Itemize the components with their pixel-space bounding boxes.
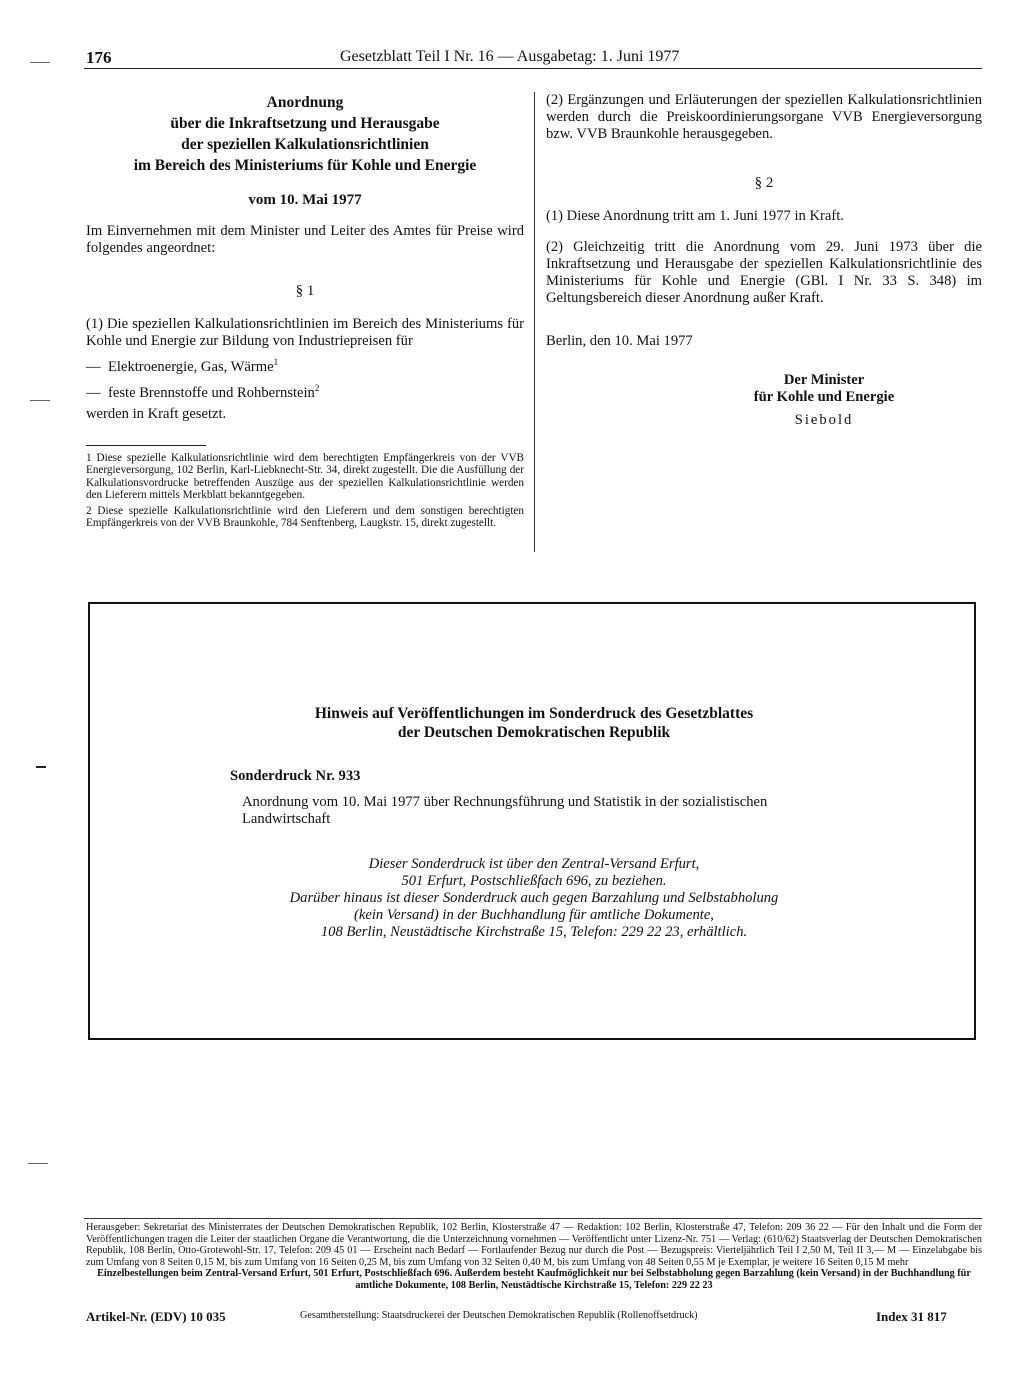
notice-title	[90, 704, 978, 742]
page-number: 176	[86, 48, 112, 67]
dash-bullet: —	[86, 358, 101, 375]
ordinance-title	[86, 92, 524, 176]
ordering-line: Darüber hinaus ist dieser Sonderdruck auch gegen Barzahlung und Selbstabholung	[289, 890, 779, 906]
notice-title-line: Hinweis auf Veröffentlichungen im Sonderdruck des Gesetzblattes	[314, 705, 754, 722]
ordering-line: 501 Erfurt, Postschließfach 696, zu beziehen.	[401, 873, 667, 889]
section-1-heading: § 1	[295, 283, 315, 299]
signature-block	[666, 372, 982, 406]
list-item-text: Elektroenergie, Gas, Wärme	[108, 358, 274, 375]
list-item	[86, 354, 524, 376]
sonderdruck-number: Sonderdruck Nr. 933	[230, 768, 361, 784]
margin-mark	[28, 1163, 48, 1164]
list-item	[86, 380, 524, 402]
ordering-line: 108 Berlin, Neustädtische Kirchstraße 15, Telefon: 229 22 23, erhältlich.	[320, 924, 748, 940]
title-line: Anordnung	[266, 94, 344, 111]
ordering-info	[90, 856, 978, 941]
running-title: Gesetzblatt Teil I Nr. 16 — Ausgabetag: 1. Juni 1977	[340, 48, 680, 65]
footer-rule	[84, 1218, 982, 1219]
closing-line: werden in Kraft gesetzt.	[86, 405, 227, 422]
signature-ministry: für Kohle und Energie	[753, 389, 895, 405]
imprint-ordering: Einzelbestellungen beim Zentral-Versand Erfurt, 501 Erfurt, Postschließfach 696. Außerdem besteht Kaufmöglichkeit nur bei Selbstabholung gegen Barzahlung (kein Versand) in der Buchhandlung für amtliche Dokumente, 108 Berlin, Neustädtische Kirchstraße 15, Telefon: 229 22 23	[97, 1268, 971, 1291]
section-1-paragraph-2: (2) Ergänzungen und Erläuterungen der speziellen Kalkulationsrichtlinien werden durch die Preiskoordinierungsorgane VVB Energieversorgung bzw. VVB Braunkohle herausgegeben.	[546, 92, 982, 142]
header-rule	[84, 68, 982, 69]
title-line: über die Inkraftsetzung und Herausgabe	[170, 115, 440, 132]
ordering-line: (kein Versand) in der Buchhandlung für amtliche Dokumente,	[354, 907, 714, 923]
footnote-2: 2 Diese spezielle Kalkulationsrichtlinie wird den Lieferern und dem sonstigen berechtigten Empfängerkreis von der VVB Braunkohle, 784 Senftenberg, Laugkstr. 15, direkt zugestellt.	[86, 504, 524, 530]
footnote-ref: 1	[273, 357, 279, 367]
section-2-paragraph-1: (1) Diese Anordnung tritt am 1. Juni 1977 in Kraft.	[546, 208, 844, 224]
ordinance-date: vom 10. Mai 1977	[248, 192, 362, 208]
printer-info: Gesamtherstellung: Staatsdruckerei der Deutschen Demokratischen Republik (Rollenoffsetdruck)	[300, 1310, 698, 1321]
margin-mark	[30, 400, 50, 401]
intro-paragraph: Im Einvernehmen mit dem Minister und Leiter des Amtes für Preise wird folgendes angeordnet:	[86, 223, 524, 256]
title-line: der speziellen Kalkulationsrichtlinien	[181, 136, 429, 153]
section-2-paragraph-2: (2) Gleichzeitig tritt die Anordnung vom 29. Juni 1973 über die Inkraftsetzung und Herausgabe der speziellen Kalkulationsrichtlinie des Ministeriums für Kohle und Energie (GBl. I Nr. 33 S. 348) im Geltungsbereich dieser Anordnung außer Kraft.	[546, 239, 982, 306]
index-number: Index 31 817	[876, 1309, 947, 1324]
sonderdruck-description: Anordnung vom 10. Mai 1977 über Rechnungsführung und Statistik in der sozialistischen Landwirtschaft	[242, 794, 768, 827]
signature-title: Der Minister	[783, 372, 865, 388]
margin-mark	[36, 766, 46, 768]
column-divider	[534, 92, 535, 552]
section-2-heading: § 2	[754, 175, 774, 191]
notice-box	[88, 602, 976, 1040]
footnote-rule	[86, 445, 206, 446]
list-item-text: feste Brennstoffe und Rohbernstein	[108, 384, 315, 401]
imprint-text: Herausgeber: Sekretariat des Ministerrates der Deutschen Demokratischen Republik, 102 Berlin, Klosterstraße 47 — Redaktion: 102 Berlin, Klosterstraße 47, Telefon: 209 36 22 — Für den Inhalt und die Form der Veröffentlichungen tragen die Leiter der staatlichen Organe die Verantwortung, die die Unterzeichnung vornehmen — Veröffentlicht unter Lizenz-Nr. 751 — Verlag: (610/62) Staatsverlag der Deutschen Demokratischen Republik, 108 Berlin, Otto-Grotewohl-Str. 17, Telefon: 209 45 01 — Erscheint nach Bedarf — Fortlaufender Bezug nur durch die Post — Bezugspreis: Vierteljährlich Teil I 2,50 M, Teil II 3,— M — Einzelabgabe bis zum Umfang von 8 Seiten 0,15 M, bis zum Umfang von 16 Seiten 0,25 M, bis zum Umfang von 32 Seiten 0,40 M, bis zum Umfang von 48 Seiten 0,55 M je Exemplar, je weitere 16 Seiten 0,15 M mehr	[86, 1222, 982, 1268]
ordering-line: Dieser Sonderdruck ist über den Zentral-Versand Erfurt,	[368, 856, 700, 872]
right-column	[546, 92, 982, 429]
footnote-1: 1 Diese spezielle Kalkulationsrichtlinie wird dem berechtigten Empfängerkreis von der VVB Energieversorgung, 102 Berlin, Karl-Liebknecht-Str. 34, direkt zugestellt. Die die Ausfüllung der Kalkulationsvordrucke betreffenden Auszüge aus der speziellen Kalkulationsrichtlinie werden den Lieferern mittels Merkblatt bekanntgegeben.	[86, 451, 524, 502]
signer-name: Siebold	[794, 412, 854, 428]
place-date: Berlin, den 10. Mai 1977	[546, 333, 693, 349]
title-line: im Bereich des Ministeriums für Kohle und Energie	[133, 157, 477, 174]
footnote-ref: 2	[314, 382, 320, 393]
article-number: Artikel-Nr. (EDV) 10 035	[86, 1309, 226, 1324]
notice-title-line: der Deutschen Demokratischen Republik	[397, 724, 671, 741]
section-1-paragraph-1: (1) Die speziellen Kalkulationsrichtlinien im Bereich des Ministeriums für Kohle und Energie zur Bildung von Industriepreisen für	[86, 316, 524, 349]
left-column	[86, 92, 524, 530]
margin-mark	[30, 62, 50, 63]
imprint	[86, 1222, 982, 1292]
dash-bullet: —	[86, 384, 101, 401]
